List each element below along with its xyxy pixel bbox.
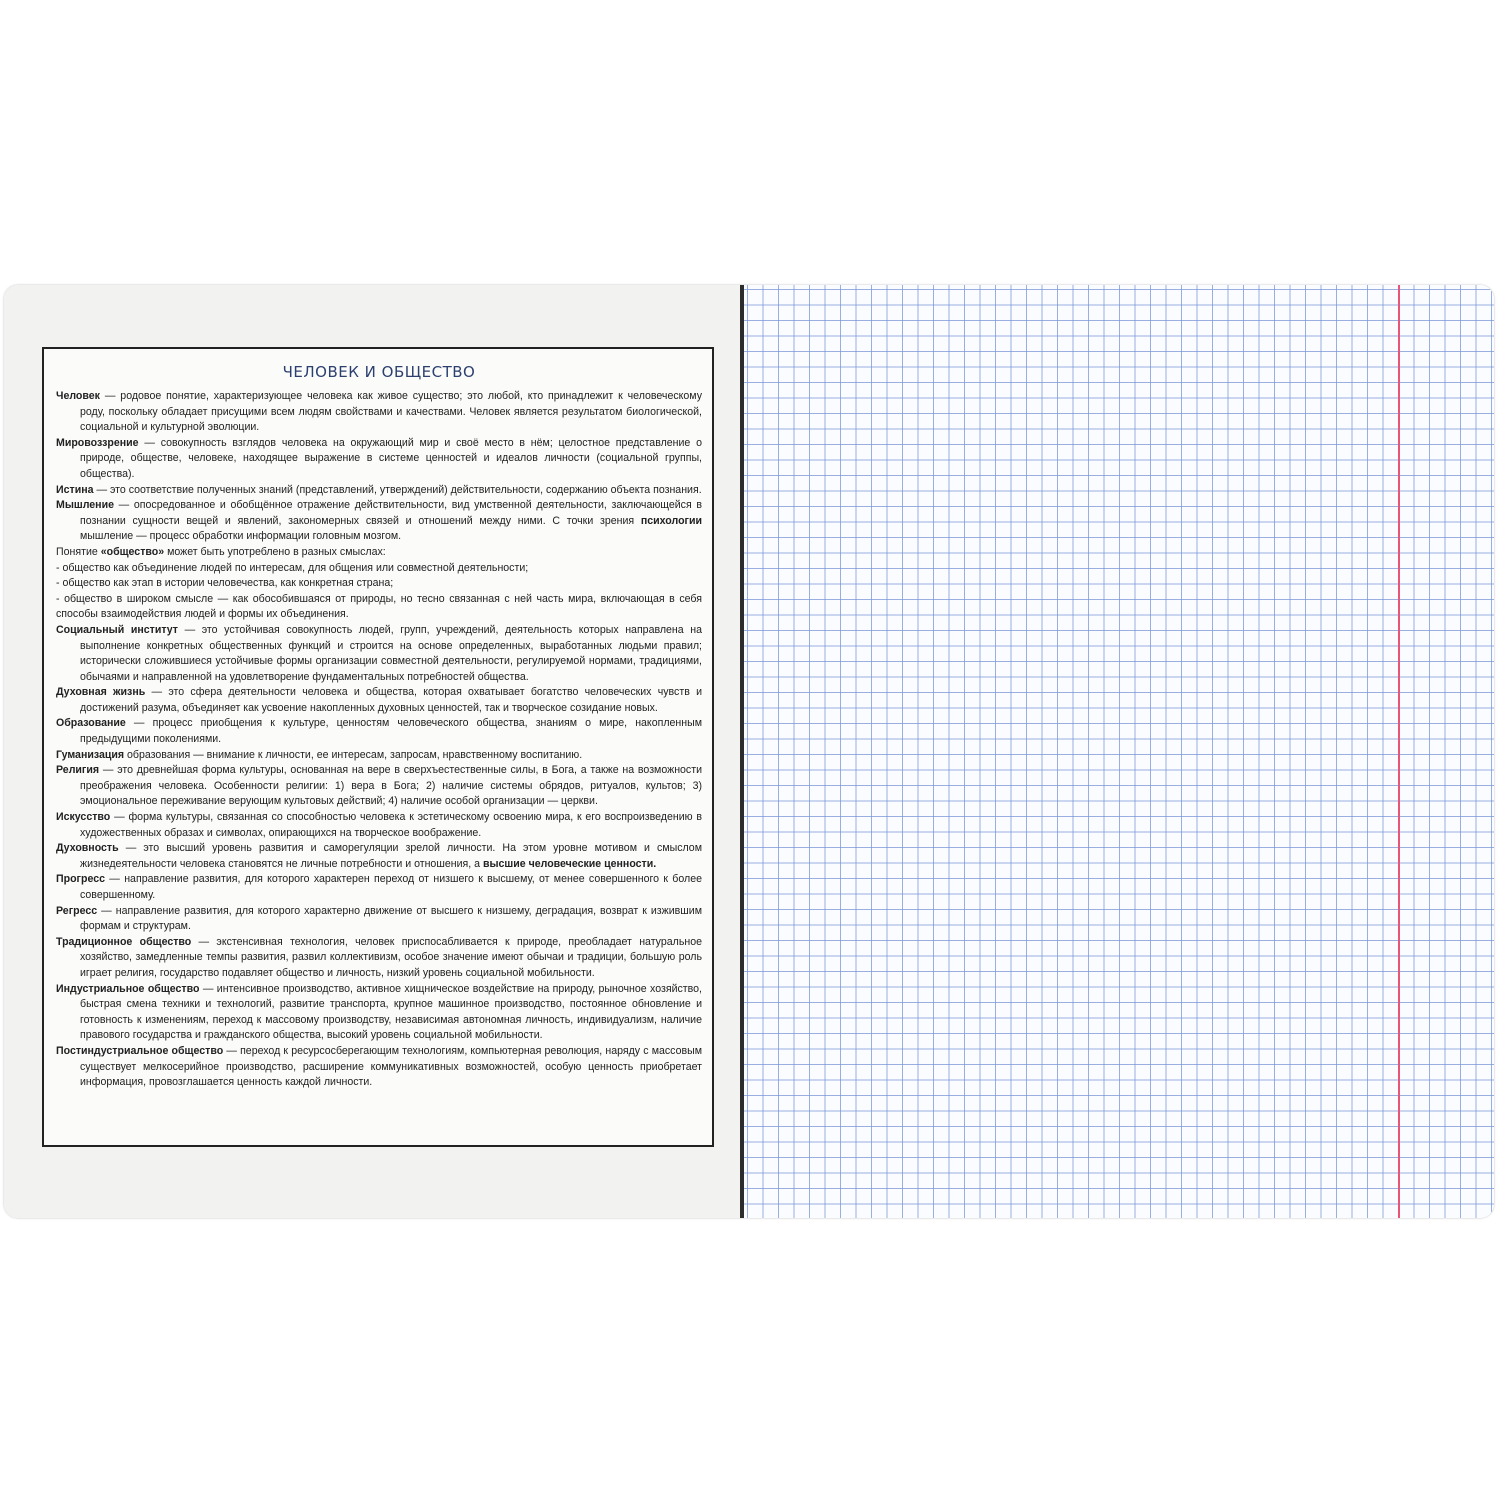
- definition-term: Традиционное общество: [56, 935, 192, 948]
- definition-term: Гуманизация: [56, 748, 125, 761]
- definition-entry: [56, 1044, 702, 1091]
- definition-text: — интенсивное производство, активное хищническое воздействие на природу, рыночное хозяйство, быстрая смена техники и технологий, развитие транспорта, крупное машинное производство, постоянное обновление и готовность к изменениям, переход к массовому производству, независимая автономная личность, индивидуализм, наличие правового государства и гражданского общества, высокий уровень социальной мобильности.: [80, 982, 702, 1042]
- definition-entry: [56, 810, 702, 841]
- society-lead: Понятие «общество» может быть употреблено в разных смыслах:: [56, 545, 386, 558]
- reference-text-box: [42, 347, 714, 1147]
- definition-text: — это устойчивая совокупность людей, групп, учреждений, деятельность которых направлена на выполнение конкретных общественных функций и строится на основе определенных, выработанных людьми правил; исторически сложившиеся устойчивые формы организации совместной деятельности, регулируемой нормами, традициями, обычаями и направленной на удовлетворение фундаментальных потребностей общества.: [80, 623, 702, 683]
- society-bullet: - общество в широком смысле — как обособившаяся от природы, но тесно связанная с ней часть мира, включающая в себя способы взаимодействия людей и формы их объединения.: [56, 592, 702, 621]
- red-margin-line: [1398, 285, 1400, 1218]
- definition-term: Мышление: [56, 499, 114, 512]
- definition-text: — опосредованное и обобщённое отражение действительности, вид умственной деятельности, заключающейся в познании сущности вещей и явлений, закономерных связей и отношений между ними. С точки зрения: [80, 499, 702, 527]
- definition-text: — это сфера деятельности человека и общества, которая охватывает богатство человеческих чувств и достижений разума, объединяет как усвоение накопленных духовных ценностей, так и творческое созидание новых.: [80, 686, 702, 714]
- definition-entry: [56, 763, 702, 810]
- definition-term: Искусство: [56, 811, 111, 824]
- definition-entry: [56, 935, 702, 982]
- definition-term: Прогресс: [56, 873, 105, 886]
- definition-term: Духовность: [56, 842, 119, 855]
- definition-term: Мировоззрение: [56, 436, 139, 449]
- definition-text: — совокупность взглядов человека на окружающий мир и своё место в нём; целостное представление о природе, обществе, человеке, находящее выражение в системе ценностей и идеалов личности (социальной группы, общества).: [80, 436, 702, 480]
- definition-text: — это высший уровень развития и саморегуляции зрелой личности. На этом уровне мотивом и смыслом жизнедеятельности человека становятся не личные потребности и отношения, а: [80, 842, 702, 870]
- definition-entry: [56, 685, 702, 716]
- definition-entry: [56, 982, 702, 1044]
- definition-text: — переход к ресурсосберегающим технологиям, компьютерная революция, наряду с массовым существует мелкосерийное производство, расширение коммуникативных возможностей, особую ценность приобретает информация, провозглашается ценность каждой личности.: [80, 1044, 702, 1089]
- definition-entry: [56, 841, 702, 872]
- definition-entry: [56, 436, 702, 483]
- definition-entry: [56, 389, 702, 436]
- definition-text: образования — внимание к личности, ее интересам, запросам, нравственному воспитанию.: [124, 748, 583, 761]
- left-page: [4, 285, 740, 1218]
- grid-page: [744, 285, 1494, 1218]
- definition-entry: [56, 872, 702, 903]
- page-title: ЧЕЛОВЕК И ОБЩЕСТВО: [282, 363, 476, 381]
- definition-entry: [56, 716, 702, 747]
- definition-text: — направление развития, для которого характерно движение от высшего к низшему, деградация, возврат к изжившим формам и структурам.: [80, 904, 702, 933]
- definition-text: — форма культуры, связанная со способностью человека к эстетическому освоению мира, к его воспроизведению в художественных образах и символах, опирающихся на творческое воображение.: [80, 811, 702, 839]
- definition-term-inline: высшие человеческие ценности.: [482, 857, 657, 870]
- definitions-list: [56, 389, 702, 1091]
- definition-entry: [56, 904, 702, 935]
- definition-term: Истина: [56, 483, 94, 496]
- definition-term: Человек: [56, 390, 100, 402]
- definition-term: Регресс: [56, 904, 98, 917]
- society-bullet: - общество как объединение людей по интересам, для общения или совместной деятельности;: [56, 561, 529, 574]
- definition-entry: [56, 498, 702, 545]
- definition-entry: [56, 748, 702, 764]
- definition-term: Религия: [56, 764, 100, 777]
- definition-term-inline: психологии: [640, 514, 702, 527]
- definition-term: Образование: [56, 717, 126, 730]
- definition-term: Индустриальное общество: [56, 982, 200, 995]
- definition-entry: [56, 483, 702, 499]
- definition-term: Духовная жизнь: [56, 686, 146, 699]
- notebook-spread: [4, 285, 1494, 1218]
- society-bullet: - общество как этап в истории человечества, как конкретная страна;: [56, 577, 394, 590]
- society-term: «общество»: [100, 545, 165, 558]
- definition-text: — родовое понятие, характеризующее человека как живое существо; это любой, кто принадлежит к человеческому роду, поскольку обладает присущими всем людям свойствами и качествами. Человек является результатом биологической, социальной и культурной эволюции.: [80, 390, 702, 434]
- definition-text: — направление развития, для которого характерен переход от низшего к высшему, от менее совершенного к более совершенному.: [80, 873, 702, 901]
- definition-text: — это древнейшая форма культуры, основанная на вере в сверхъестественные силы, в Бога, а также на возможности преображения человека. Особенности религии: 1) вера в Бога; 2) наличие системы обрядов, ритуалов, культов; 3) эмоциональное переживание верующим культовых действий; 4) наличие особой организации — церкви.: [80, 764, 702, 808]
- definition-text: — процесс приобщения к культуре, ценностям человеческого общества, знаниям о мире, накопленным предыдущими поколениями.: [80, 717, 702, 746]
- definition-text: — это соответствие полученных знаний (представлений, утверждений) действительности, содержанию объекта познания.: [93, 483, 702, 496]
- definition-term: Социальный институт: [56, 623, 178, 636]
- definition-text: мышление — процесс обработки информации головным мозгом.: [80, 530, 402, 543]
- definition-entry: [56, 623, 702, 685]
- definition-text: — экстенсивная технология, человек приспосабливается к природе, преобладает натуральное хозяйство, замедленные темпы развития, развил коллективизм, особое значение имеют обычаи и традиции, большую роль играет религия, государство подавляет общество и личность, низкий уровень социальной мобильности.: [80, 935, 702, 979]
- definition-term: Постиндустриальное общество: [56, 1044, 224, 1057]
